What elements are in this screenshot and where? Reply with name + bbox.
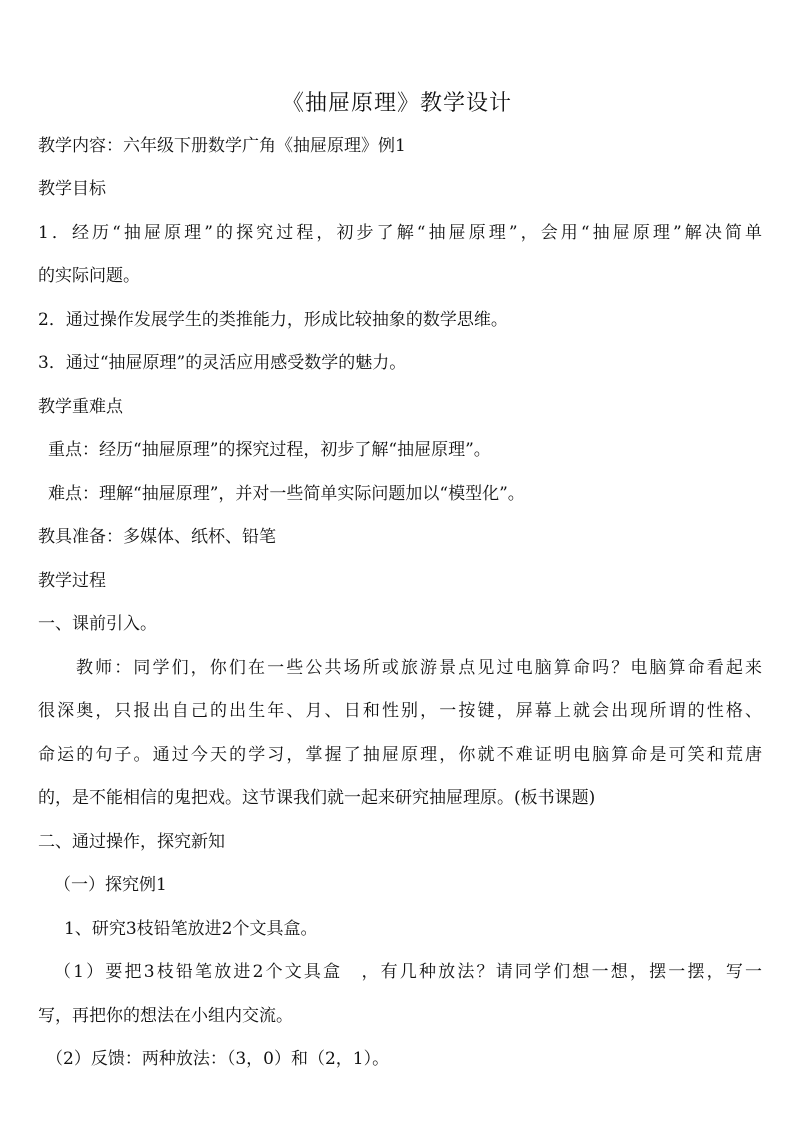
- teacher-paragraph-line-1: 教师：同学们，你们在一些公共场所或旅游景点见过电脑算命吗？电脑算命看起来: [76, 658, 762, 678]
- teaching-goals-heading: 教学目标: [38, 179, 106, 199]
- teacher-paragraph-line-4: 的，是不能相信的鬼把戏。这节课我们就一起来研究抽屉理原。(板书课题): [38, 788, 596, 808]
- goal-1-line-1: 1．经历“抽屉原理”的探究过程，初步了解“抽屉原理”，会用“抽屉原理”解决简单: [38, 223, 762, 243]
- example-1-heading: （一）探究例1: [54, 875, 167, 895]
- materials-line: 教具准备：多媒体、纸杯、铅笔: [38, 527, 276, 547]
- study-1-line: 1、研究3枝铅笔放进2个文具盒。: [64, 919, 318, 939]
- section-1-heading: 一、课前引入。: [38, 614, 157, 634]
- question-1-line-1: （1）要把3枝铅笔放进2个文具盒 ，有几种放法？请同学们想一想，摆一摆，写一: [54, 962, 762, 982]
- process-heading: 教学过程: [38, 571, 106, 591]
- feedback-line: （2）反馈：两种放法：（3，0）和（2，1）。: [46, 1049, 390, 1069]
- document-title: 《抽屉原理》教学设计: [281, 91, 512, 116]
- teacher-paragraph-line-2: 很深奥，只报出自己的出生年、月、日和性别，一按键，屏幕上就会出现所谓的性格、: [38, 701, 762, 721]
- key-point-line: 重点：经历“抽屉原理”的探究过程，初步了解“抽屉原理”。: [48, 440, 491, 460]
- goal-1-line-2: 的实际问题。: [38, 266, 140, 286]
- goal-3-line: 3．通过“抽屉原理”的灵活应用感受数学的魅力。: [38, 353, 407, 373]
- goal-2-line: 2．通过操作发展学生的类推能力，形成比较抽象的数学思维。: [38, 310, 508, 330]
- teaching-content-line: 教学内容：六年级下册数学广角《抽屉原理》例1: [38, 136, 406, 156]
- difficulty-line: 难点：理解“抽屉原理”，并对一些简单实际问题加以“模型化”。: [48, 484, 525, 504]
- teacher-paragraph-line-3: 命运的句子。通过今天的学习，掌握了抽屉原理，你就不难证明电脑算命是可笑和荒唐: [38, 745, 762, 765]
- section-2-heading: 二、通过操作，探究新知: [38, 832, 225, 852]
- question-1-line-2: 写，再把你的想法在小组内交流。: [38, 1006, 293, 1026]
- key-points-heading: 教学重难点: [38, 397, 123, 417]
